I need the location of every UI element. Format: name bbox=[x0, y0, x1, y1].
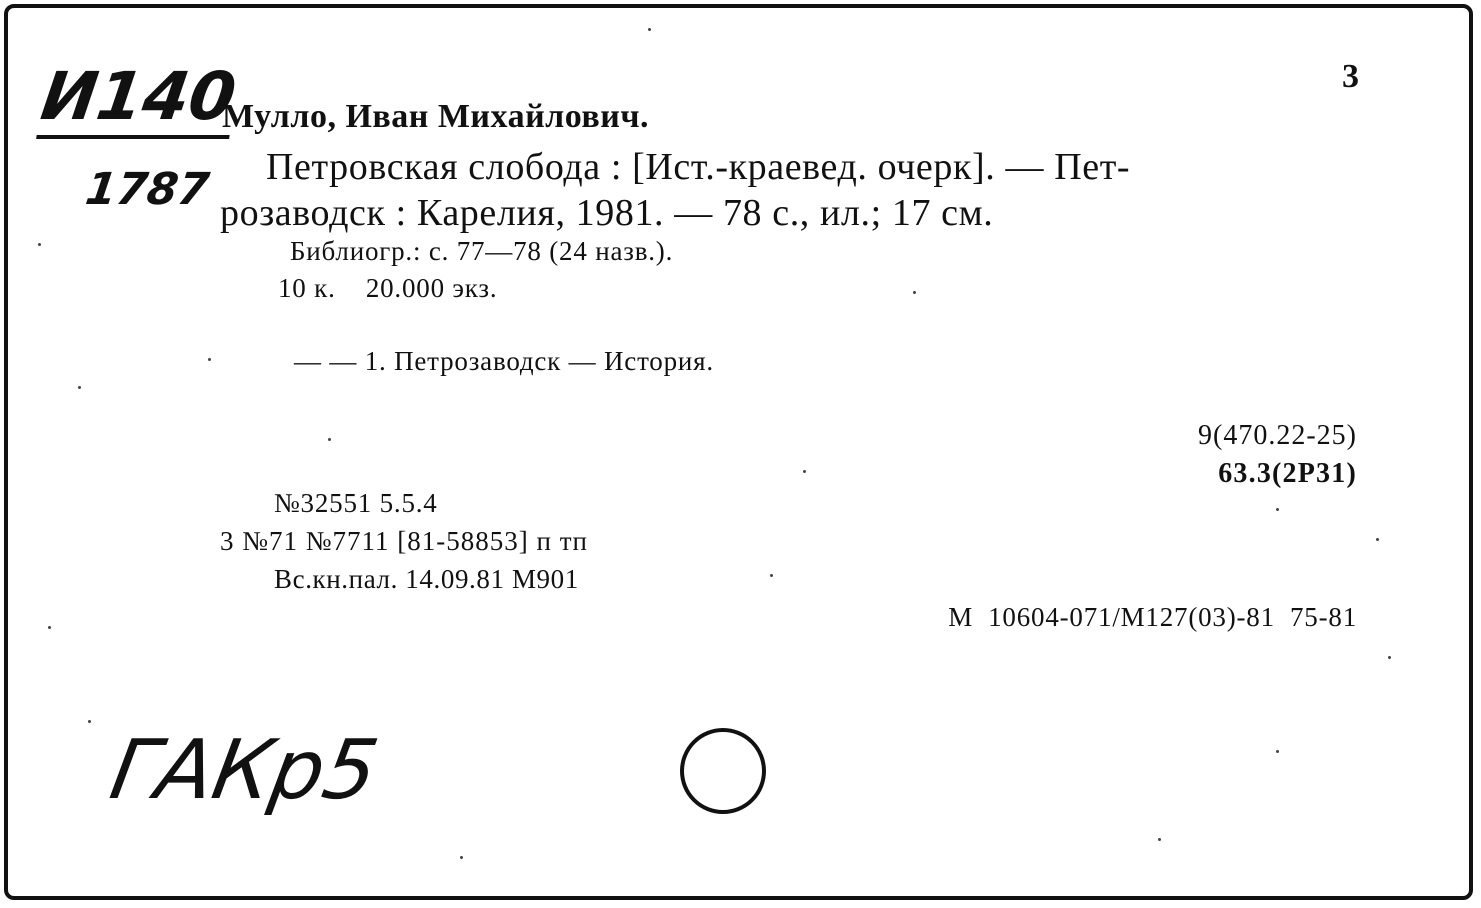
classification-index-2: 63.3(2Р31) bbox=[1218, 458, 1357, 489]
scan-speck bbox=[38, 243, 41, 246]
author-heading: Мулло, Иван Михайлович. bbox=[222, 98, 650, 135]
price-and-print-run: 10 к. 20.000 экз. bbox=[278, 273, 498, 303]
order-info-line-2: 3 №71 №7711 [81-58853] п тп bbox=[220, 526, 588, 556]
handwritten-call-number: И140 bbox=[37, 64, 239, 130]
scan-speck bbox=[803, 470, 806, 473]
catalog-card bbox=[4, 4, 1473, 900]
classification-index-1: 9(470.22-25) bbox=[1198, 420, 1357, 451]
card-number: 3 bbox=[1342, 58, 1359, 95]
scan-speck bbox=[1376, 538, 1379, 541]
scan-speck bbox=[88, 720, 91, 723]
scan-speck bbox=[48, 626, 51, 629]
punch-hole bbox=[680, 728, 766, 814]
title-line-2: розаводск : Карелия, 1981. — 78 с., ил.; 17 см. bbox=[220, 192, 994, 234]
scan-speck bbox=[770, 574, 773, 577]
subject-heading: — — 1. Петрозаводск — История. bbox=[294, 346, 714, 376]
handwritten-signature: ГАКр5 bbox=[103, 723, 385, 818]
order-info-line-3: Вс.кн.пал. 14.09.81 М901 bbox=[274, 564, 579, 594]
scan-speck bbox=[1276, 508, 1279, 511]
handwritten-accession-number: 1787 bbox=[82, 164, 213, 215]
scan-speck bbox=[208, 358, 211, 361]
scan-speck bbox=[648, 28, 651, 31]
scan-speck bbox=[1158, 838, 1161, 841]
order-info-line-1: №32551 5.5.4 bbox=[274, 488, 438, 518]
scan-speck bbox=[1388, 656, 1391, 659]
scan-speck bbox=[328, 438, 331, 441]
scan-speck bbox=[78, 386, 81, 389]
publisher-code: М 10604-071/М127(03)-81 75-81 bbox=[948, 602, 1357, 632]
title-line-1: Петровская слобода : [Ист.-краевед. очерк]. — Пет- bbox=[266, 146, 1131, 188]
scan-speck bbox=[913, 291, 916, 294]
bibliography-note: Библиогр.: с. 77—78 (24 назв.). bbox=[290, 236, 674, 266]
scan-speck bbox=[1276, 750, 1279, 753]
scan-speck bbox=[460, 856, 463, 859]
